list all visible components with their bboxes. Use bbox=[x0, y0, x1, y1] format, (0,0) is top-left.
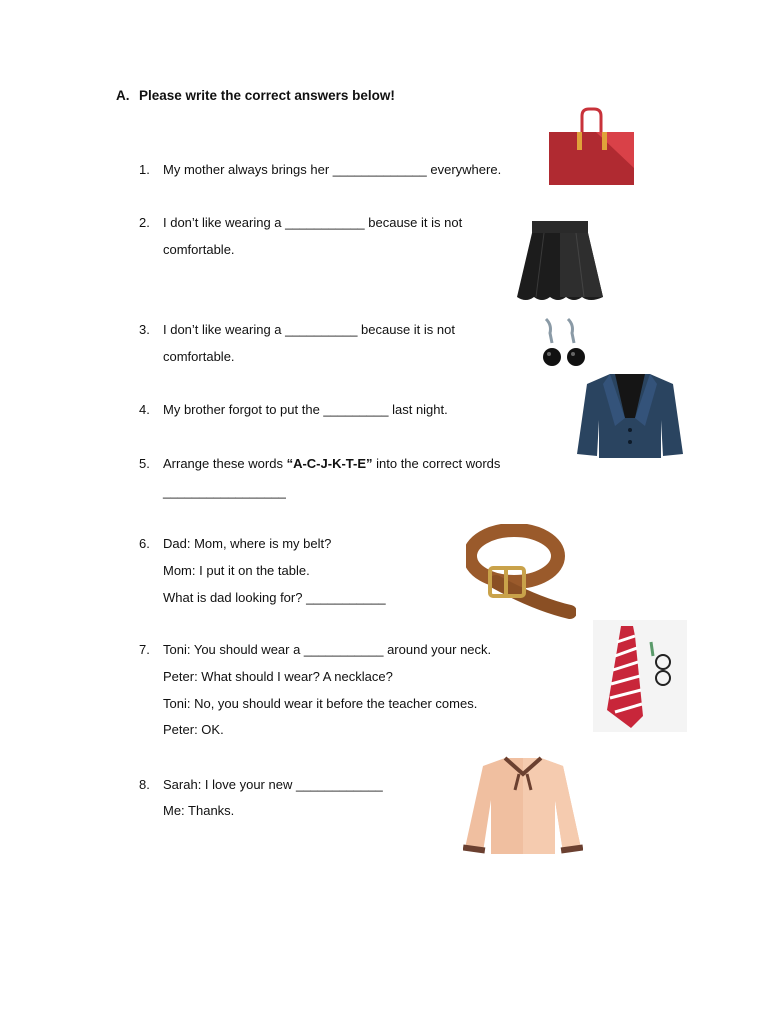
question-text: comfortable. bbox=[163, 349, 235, 364]
question-text-pre: Arrange these words bbox=[163, 456, 287, 471]
dialogue-line: Peter: What should I wear? A necklace? bbox=[163, 669, 393, 684]
answer-blank: _________________ bbox=[163, 484, 286, 499]
handbag-icon bbox=[546, 106, 636, 188]
dialogue-line: What is dad looking for? ___________ bbox=[163, 590, 386, 605]
skirt-icon bbox=[514, 219, 606, 303]
question-number: 4. bbox=[139, 402, 150, 417]
dialogue-line: Mom: I put it on the table. bbox=[163, 563, 310, 578]
scrambled-letters: “A-C-J-K-T-E” bbox=[286, 456, 373, 471]
question-number: 2. bbox=[139, 215, 150, 230]
earrings-icon bbox=[538, 315, 592, 369]
question-text: comfortable. bbox=[163, 242, 235, 257]
dialogue-line: Toni: No, you should wear it before the teacher comes. bbox=[163, 696, 478, 711]
question-number: 1. bbox=[139, 162, 150, 177]
question-text: I don’t like wearing a __________ because it is not bbox=[163, 322, 455, 337]
question-text: I don’t like wearing a ___________ because it is not bbox=[163, 215, 463, 230]
question-text: My mother always brings her _____________ everywhere. bbox=[163, 162, 502, 177]
section-title: Please write the correct answers below! bbox=[139, 88, 395, 103]
dialogue-line: Peter: OK. bbox=[163, 722, 224, 737]
dialogue-line: Toni: You should wear a ___________ around your neck. bbox=[163, 642, 492, 657]
blouse-icon bbox=[463, 752, 583, 856]
section-heading bbox=[116, 88, 395, 103]
dialogue-line: Sarah: I love your new ____________ bbox=[163, 777, 383, 792]
question-number: 6. bbox=[139, 536, 150, 551]
section-letter: A. bbox=[116, 88, 130, 103]
question-text bbox=[163, 456, 500, 472]
question-number: 7. bbox=[139, 642, 150, 657]
question-number: 8. bbox=[139, 777, 150, 792]
question-text: My brother forgot to put the _________ last night. bbox=[163, 402, 448, 417]
dialogue-line: Me: Thanks. bbox=[163, 803, 235, 818]
question-number: 5. bbox=[139, 456, 150, 471]
belt-icon bbox=[466, 524, 576, 620]
dialogue-line: Dad: Mom, where is my belt? bbox=[163, 536, 332, 551]
question-number: 3. bbox=[139, 322, 150, 337]
question-text-post: into the correct words bbox=[372, 456, 501, 471]
jacket-icon bbox=[575, 370, 685, 460]
tie-icon bbox=[593, 620, 687, 732]
